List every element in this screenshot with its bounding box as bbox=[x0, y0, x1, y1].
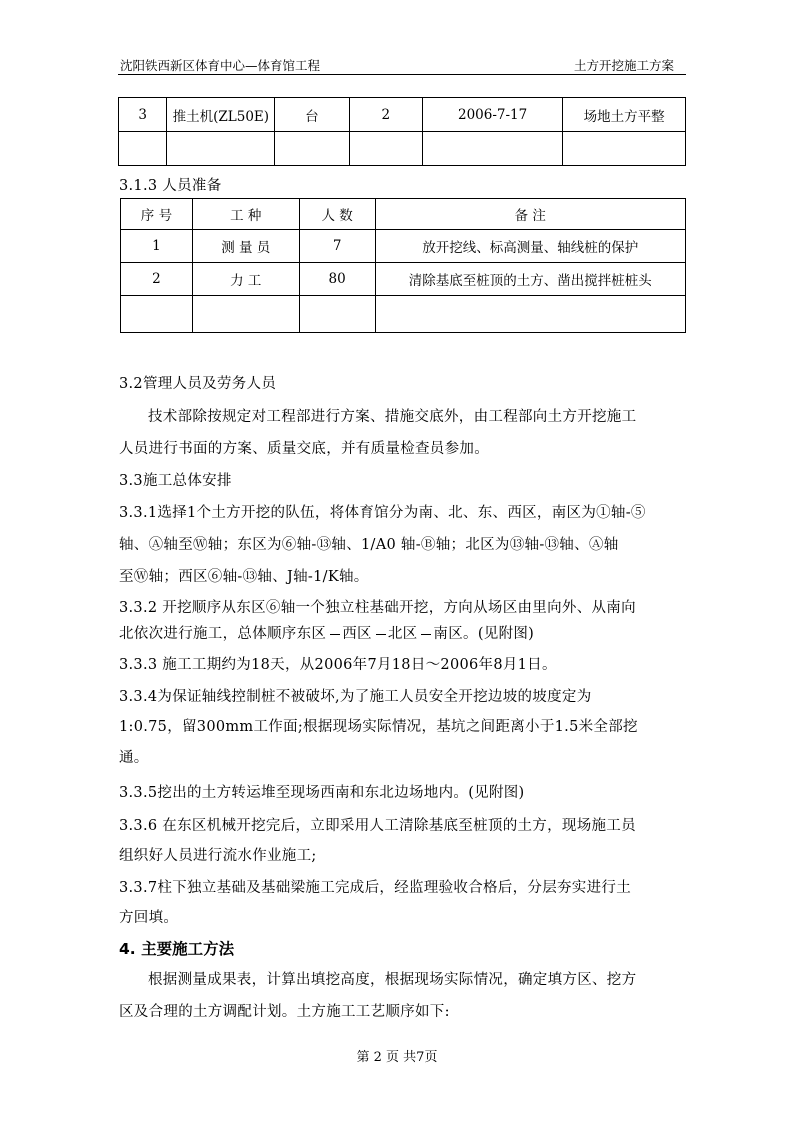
paragraph-line: 组织好人员进行流水作业施工; bbox=[119, 848, 317, 864]
page-header bbox=[118, 54, 680, 74]
paragraph-line: 方回填。 bbox=[119, 910, 179, 926]
table-cell bbox=[275, 132, 349, 166]
table-cell bbox=[375, 296, 685, 333]
table-cell: 2006-7-17 bbox=[422, 98, 562, 132]
table-row bbox=[121, 263, 686, 296]
table-cell: 力 工 bbox=[192, 263, 299, 296]
sequence-arrow-mark bbox=[376, 634, 386, 635]
table-cell: 7 bbox=[299, 230, 375, 263]
table-cell: 推土机(ZL50E) bbox=[167, 98, 275, 132]
table-row bbox=[121, 296, 686, 333]
table-cell bbox=[422, 132, 562, 166]
table-cell: 80 bbox=[299, 263, 375, 296]
paragraph-line: 3.3.2 开挖顺序从东区⑥轴一个独立柱基础开挖，方向从场区由里向外、从南向 bbox=[119, 600, 636, 616]
paragraph-line: 3.3.7柱下独立基础及基础梁施工完成后，经监理验收合格后，分层夯实进行土 bbox=[119, 880, 631, 896]
column-header: 人 数 bbox=[299, 199, 375, 230]
sequence-arrow-mark bbox=[421, 634, 431, 635]
section-heading: 3.1.3 人员准备 bbox=[119, 178, 222, 194]
table-cell: 测 量 员 bbox=[192, 230, 299, 263]
paragraph-line bbox=[119, 622, 534, 643]
sequence-arrow-mark bbox=[330, 634, 340, 635]
paragraph-line: 根据测量成果表，计算出填挖高度，根据现场实际情况，确定填方区、挖方 bbox=[148, 972, 637, 988]
table-cell bbox=[167, 132, 275, 166]
paragraph-text: 西区 bbox=[342, 626, 372, 642]
table-cell: 场地土方平整 bbox=[563, 98, 686, 132]
table-cell bbox=[119, 132, 167, 166]
header-project-title: 沈阳铁西新区体育中心—体育馆工程 bbox=[120, 58, 321, 73]
table-cell bbox=[121, 296, 193, 333]
paragraph-line: 通。 bbox=[119, 750, 149, 766]
paragraph-line: 至Ⓦ轴；西区⑥轴-⑬轴、J轴-1/K轴。 bbox=[119, 569, 369, 585]
paragraph-text: 南区。(见附图) bbox=[433, 626, 535, 642]
table-row bbox=[121, 230, 686, 263]
paragraph-line: 技术部除按规定对工程部进行方案、措施交底外，由工程部向土方开挖施工 bbox=[148, 409, 637, 425]
paragraph-line: 区及合理的土方调配计划。土方施工工艺顺序如下: bbox=[119, 1004, 450, 1020]
paragraph-line: 3.3.6 在东区机械开挖完后，立即采用人工清除基底至桩顶的土方，现场施工员 bbox=[119, 818, 636, 834]
section-heading: 3.3施工总体安排 bbox=[119, 473, 232, 489]
table-cell: 台 bbox=[275, 98, 349, 132]
table-cell bbox=[349, 132, 422, 166]
table-cell bbox=[563, 132, 686, 166]
table-cell: 2 bbox=[349, 98, 422, 132]
table-cell bbox=[299, 296, 375, 333]
column-header: 序 号 bbox=[121, 199, 193, 230]
section-heading: 4. 主要施工方法 bbox=[119, 940, 235, 958]
paragraph-line: 3.3.3 施工工期约为18天，从2006年7月18日～2006年8月1日。 bbox=[119, 657, 557, 673]
table-cell: 2 bbox=[121, 263, 193, 296]
table-cell: 放开挖线、标高测量、轴线桩的保护 bbox=[375, 230, 685, 263]
paragraph-line: 3.3.4为保证轴线控制桩不被破坏,为了施工人员安全开挖边坡的坡度定为 bbox=[119, 689, 592, 705]
table-cell bbox=[192, 296, 299, 333]
paragraph-text: 北依次进行施工，总体顺序东区 bbox=[119, 626, 327, 642]
paragraph-line: 1:0.75，留300mm工作面;根据现场实际情况，基坑之间距离小于1.5米全部挖 bbox=[119, 719, 638, 735]
section-heading: 3.2管理人员及劳务人员 bbox=[119, 376, 277, 392]
paragraph-line: 轴、Ⓐ轴至Ⓦ轴；东区为⑥轴-⑬轴、1/A0 轴-Ⓑ轴；北区为⑬轴-⑬轴、Ⓐ轴 bbox=[119, 537, 619, 553]
column-header: 备 注 bbox=[375, 199, 685, 230]
equipment-table bbox=[118, 97, 686, 166]
header-doc-title: 土方开挖施工方案 bbox=[573, 58, 674, 73]
table-row bbox=[119, 98, 686, 132]
paragraph-line: 3.3.5挖出的土方转运堆至现场西南和东北边场地内。(见附图) bbox=[119, 785, 525, 801]
table-cell: 3 bbox=[119, 98, 167, 132]
header-divider bbox=[118, 74, 686, 75]
paragraph-line: 3.3.1选择1个土方开挖的队伍，将体育馆分为南、北、东、西区，南区为①轴-⑤ bbox=[119, 505, 646, 521]
table-cell: 清除基底至桩顶的土方、凿出搅拌桩桩头 bbox=[375, 263, 685, 296]
table-row bbox=[119, 132, 686, 166]
column-header: 工 种 bbox=[192, 199, 299, 230]
paragraph-text: 北区 bbox=[387, 626, 418, 642]
page-number-footer: 第 2 页 共7页 bbox=[356, 1050, 438, 1065]
table-cell: 1 bbox=[121, 230, 193, 263]
personnel-table bbox=[120, 198, 686, 333]
table-header-row bbox=[121, 199, 686, 230]
paragraph-line: 人员进行书面的方案、质量交底，并有质量检查员参加。 bbox=[119, 441, 489, 457]
